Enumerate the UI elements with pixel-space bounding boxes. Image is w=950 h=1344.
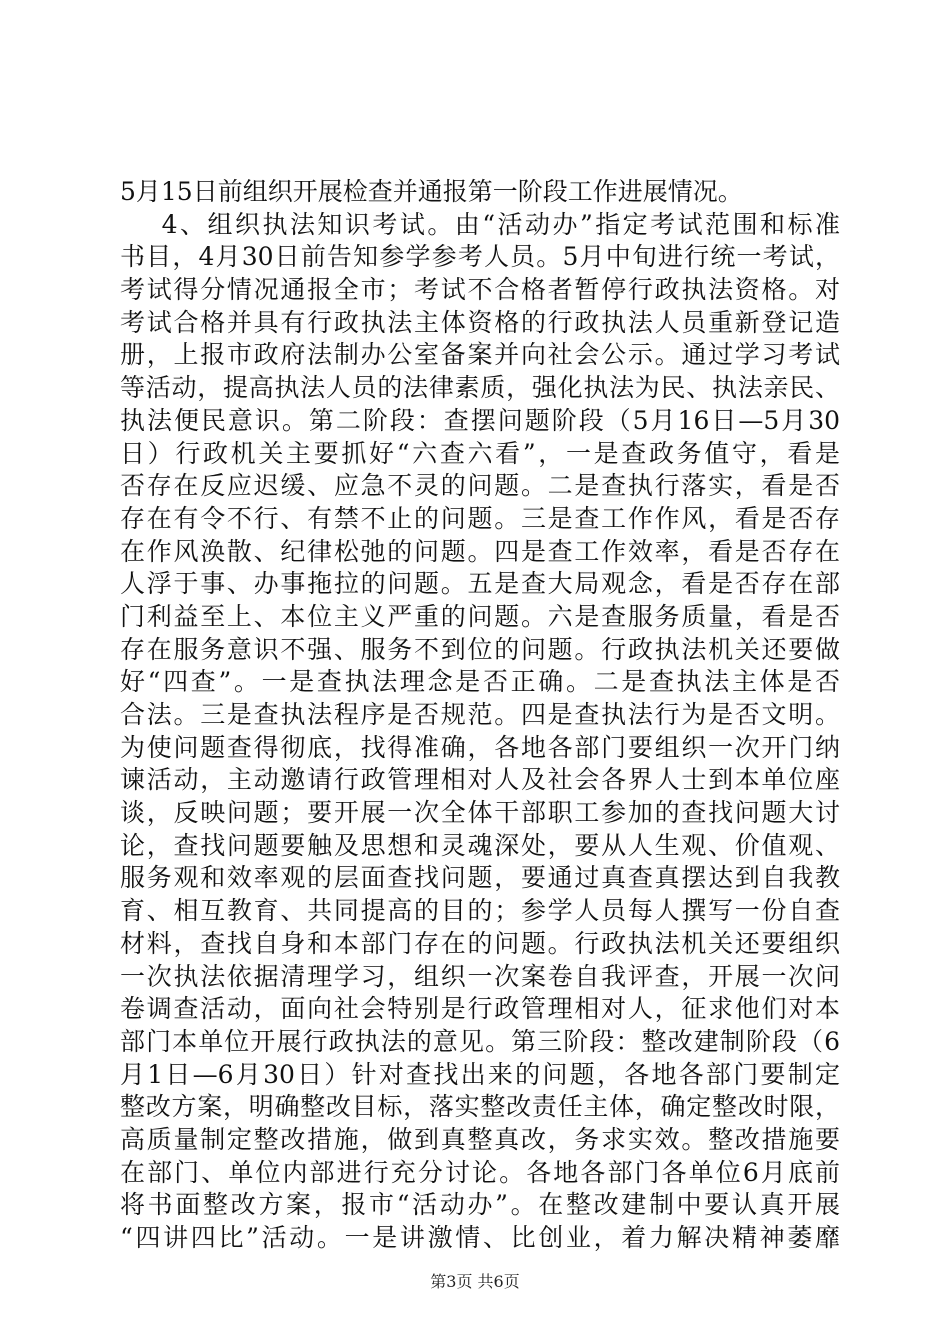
text-line: 书目，4月30日前告知参学参考人员。5月中旬进行统一考试，: [120, 242, 840, 272]
text-line: 5月15日前组织开展检查并通报第一阶段工作进展情况。: [120, 177, 743, 206]
text-line: 卷调查活动，面向社会特别是行政管理相对人，征求他们对本: [120, 994, 840, 1024]
text-line: 册，上报市政府法制办公室备案并向社会公示。通过学习考试: [120, 340, 840, 370]
text-line: 月1日—6月30日）针对查找出来的问题，各地各部门要制定: [120, 1059, 840, 1089]
text-line: 部门本单位开展行政执法的意见。第三阶段：整改建制阶段（6: [120, 1026, 840, 1056]
text-line: 存在有令不行、有禁不止的问题。三是查工作作风，看是否存: [120, 503, 840, 533]
text-line: 执法便民意识。第二阶段：查摆问题阶段（5月16日—5月30: [120, 405, 840, 435]
text-line: 否存在反应迟缓、应急不灵的问题。二是查执行落实，看是否: [120, 471, 840, 501]
text-line: 在部门、单位内部进行充分讨论。各地各部门各单位6月底前: [120, 1157, 840, 1187]
text-line: 整改方案，明确整改目标，落实整改责任主体，确定整改时限，: [120, 1092, 840, 1122]
text-line: 日）行政机关主要抓好“六查六看”，一是查政务值守，看是: [120, 438, 840, 468]
text-line: 合法。三是查执法程序是否规范。四是查执法行为是否文明。: [120, 700, 840, 729]
text-line: 好“四查”。一是查执法理念是否正确。二是查执法主体是否: [120, 667, 840, 697]
body-text: [120, 176, 840, 1255]
text-line: 谏活动，主动邀请行政管理相对人及社会各界人士到本单位座: [120, 765, 840, 795]
text-line: 4、组织执法知识考试。由“活动办”指定考试范围和标准: [120, 209, 840, 239]
text-line: 材料，查找自身和本部门存在的问题。行政执法机关还要组织: [120, 928, 840, 958]
text-line: 高质量制定整改措施，做到真整真改，务求实效。整改措施要: [120, 1124, 840, 1154]
text-line: 论，查找问题要触及思想和灵魂深处，要从人生观、价值观、: [120, 830, 840, 860]
text-line: 将书面整改方案，报市“活动办”。在整改建制中要认真开展: [120, 1190, 840, 1220]
text-line: 服务观和效率观的层面查找问题，要通过真查真摆达到自我教: [120, 863, 840, 893]
text-line: 在作风涣散、纪律松弛的问题。四是查工作效率，看是否存在: [120, 536, 840, 566]
text-line: “四讲四比”活动。一是讲激情、比创业，着力解决精神萎靡: [120, 1223, 840, 1252]
text-line: 人浮于事、办事拖拉的问题。五是查大局观念，看是否存在部: [120, 569, 840, 599]
text-line: 存在服务意识不强、服务不到位的问题。行政执法机关还要做: [120, 634, 840, 664]
text-line: 等活动，提高执法人员的法律素质，强化执法为民、执法亲民、: [120, 373, 840, 403]
text-line: 考试得分情况通报全市；考试不合格者暂停行政执法资格。对: [120, 275, 840, 305]
text-line: 育、相互教育、共同提高的目的；参学人员每人撰写一份自查: [120, 896, 840, 926]
text-line: 考试合格并具有行政执法主体资格的行政执法人员重新登记造: [120, 307, 840, 337]
page-footer: 第3页 共6页: [430, 1272, 520, 1291]
text-line: 为使问题查得彻底，找得准确，各地各部门要组织一次开门纳: [120, 732, 840, 762]
text-line: 门利益至上、本位主义严重的问题。六是查服务质量，看是否: [120, 601, 840, 631]
text-line: 谈，反映问题；要开展一次全体干部职工参加的查找问题大讨: [120, 798, 840, 828]
text-line: 一次执法依据清理学习，组织一次案卷自我评查，开展一次问: [120, 961, 840, 991]
